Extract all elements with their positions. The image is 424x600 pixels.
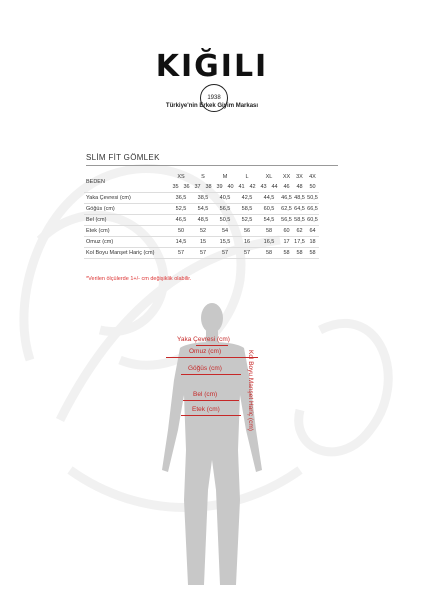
table-cell: 60,5 [306,215,319,226]
table-cell: 62 [293,226,306,237]
table-cell: 58 [306,248,319,259]
table-cell: 16 [236,237,258,248]
table-cell: 56,5 [214,204,236,215]
body-silhouette [150,300,274,590]
table-cell: 57 [192,248,214,259]
size-name-4x: 4X [309,174,316,180]
size-name-row [84,172,319,182]
table-cell: 15,5 [214,237,236,248]
shoulder-label: Omuz (cm) [189,348,222,355]
table-cell: 52,5 [170,204,192,215]
table-cell: 36,5 [170,193,192,204]
table-cell: 54,5 [258,215,280,226]
size-number: 48 [293,182,306,193]
hem-line [181,415,241,416]
size-name-3x: 3X [296,174,303,180]
row-label: Yaka Çevresi (cm) [84,193,170,204]
table-cell: 57 [236,248,258,259]
size-table [84,172,319,259]
table-cell: 58 [258,248,280,259]
table-cell: 48,5 [293,193,306,204]
waist-label: Bel (cm) [193,391,218,398]
table-cell: 62,5 [280,204,293,215]
size-number: 38 [203,182,214,193]
sleeve-label: Kol Boyu Manşet Hariç (cm) [247,350,254,431]
table-cell: 54,5 [192,204,214,215]
table-cell: 46,5 [280,193,293,204]
table-cell: 56 [236,226,258,237]
size-number: 37 [192,182,203,193]
size-name-s: S [201,174,205,180]
table-row [84,248,319,259]
table-cell: 48,5 [192,215,214,226]
size-number: 36 [181,182,192,193]
table-row [84,226,319,237]
hem-label: Etek (cm) [192,406,220,413]
table-cell: 38,5 [192,193,214,204]
table-cell: 52,5 [236,215,258,226]
table-cell: 57 [214,248,236,259]
size-name-xl: XL [265,174,273,180]
table-cell: 54 [214,226,236,237]
table-cell: 18 [306,237,319,248]
chest-line [181,374,241,375]
table-cell: 50,5 [306,193,319,204]
brand-logo [0,49,424,101]
size-number: 46 [280,182,293,193]
size-number: 35 [170,182,181,193]
table-cell: 17,5 [293,237,306,248]
chest-label: Göğüs (cm) [188,365,222,372]
table-cell: 14,5 [170,237,192,248]
table-cell: 50 [170,226,192,237]
tolerance-note: *Verilen ölçülerde 1+/- cm değişiklik olabilir. [86,276,192,282]
size-number: 41 [236,182,247,193]
row-label: Omuz (cm) [84,237,170,248]
brand-year-seal: 1938 [200,84,228,112]
table-cell: 57 [170,248,192,259]
table-cell: 66,5 [306,204,319,215]
waist-line [183,400,239,401]
table-cell: 42,5 [236,193,258,204]
table-cell: 60,5 [258,204,280,215]
size-name-xs: XS [177,174,185,180]
row-label: Bel (cm) [84,215,170,226]
table-cell: 58 [280,248,293,259]
size-number: 43 [258,182,269,193]
table-cell: 64 [306,226,319,237]
row-label: Etek (cm) [84,226,170,237]
table-cell: 60 [280,226,293,237]
table-row [84,237,319,248]
size-number: 44 [269,182,280,193]
table-cell: 58 [293,248,306,259]
size-number: 42 [247,182,258,193]
table-row [84,215,319,226]
neck-line [196,345,228,346]
size-number: 50 [306,182,319,193]
table-cell: 40,5 [214,193,236,204]
brand-tagline: Türkiye'nin Erkek Giyim Markası [165,103,259,109]
size-header-label: BEDEN [84,172,170,193]
neck-label: Yaka Çevresi (cm) [177,336,230,343]
table-cell: 58,5 [293,215,306,226]
title-divider [86,165,338,166]
table-cell: 50,5 [214,215,236,226]
table-cell: 16,5 [258,237,280,248]
table-cell: 58 [258,226,280,237]
table-cell: 17 [280,237,293,248]
size-chart-title: SLİM FİT GÖMLEK [86,153,160,162]
table-cell: 15 [192,237,214,248]
table-cell: 64,5 [293,204,306,215]
row-label: Göğüs (cm) [84,204,170,215]
table-cell: 58,5 [236,204,258,215]
row-label: Kol Boyu Manşet Hariç (cm) [84,248,170,259]
table-row [84,193,319,204]
size-number: 39 [214,182,225,193]
size-name-xx: XX [282,174,291,180]
brand-name: KIĞILI [155,49,269,84]
size-name-m: M [222,174,228,180]
size-name-l: L [245,174,249,180]
size-number: 40 [225,182,236,193]
table-cell: 44,5 [258,193,280,204]
table-cell: 52 [192,226,214,237]
table-cell: 56,5 [280,215,293,226]
table-row [84,204,319,215]
table-cell: 46,5 [170,215,192,226]
